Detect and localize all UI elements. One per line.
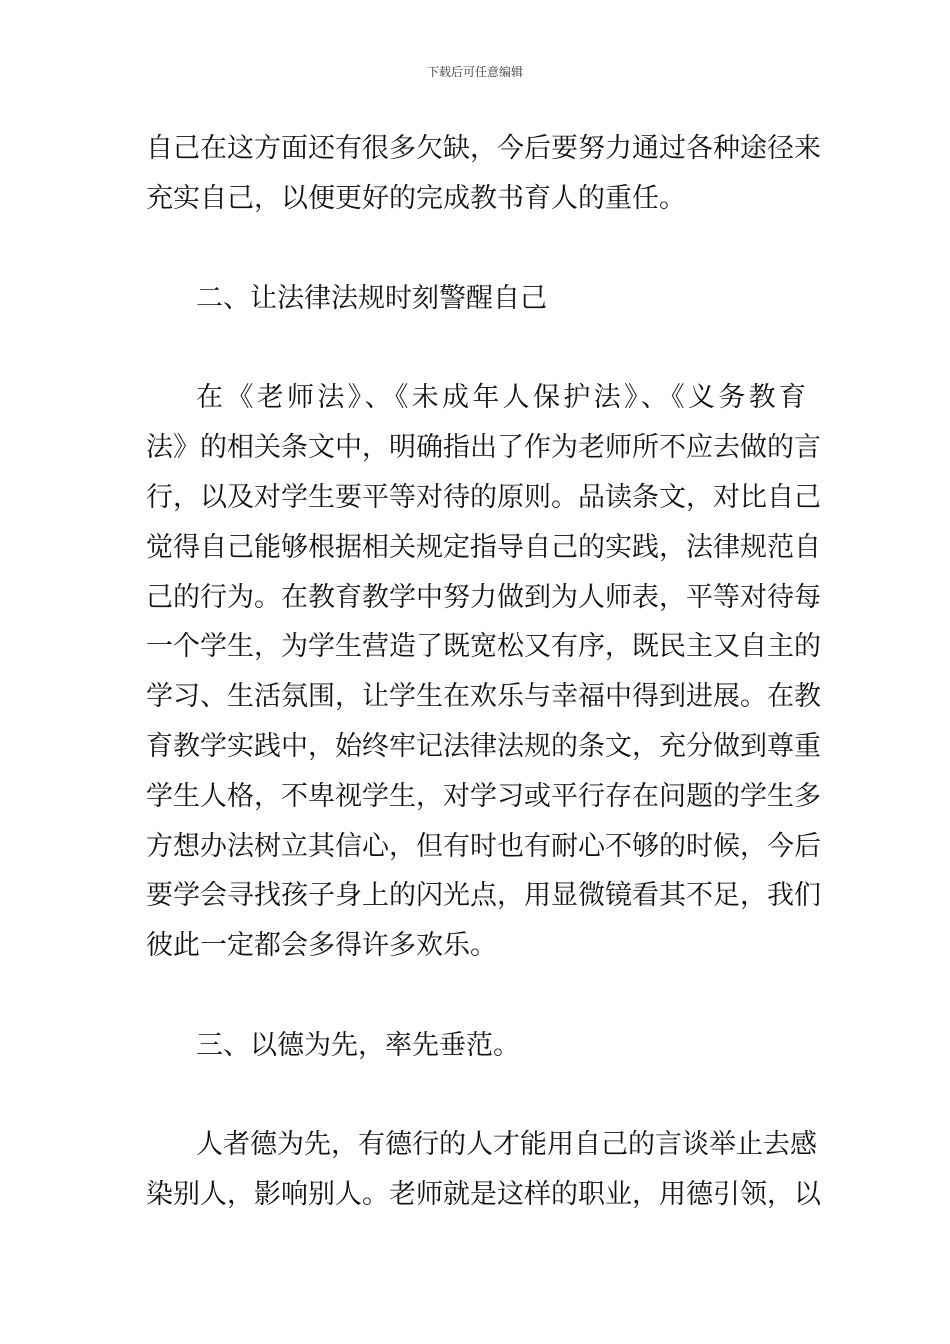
body-line-9: 学习、生活氛围，让学生在欢乐与幸福中得到进展。在教 bbox=[146, 681, 821, 712]
body-line-12: 方想办法树立其信心，但有时也有耐心不够的时候，今后 bbox=[146, 831, 821, 862]
body-line-3: 在《老师法》、《未成年人保护法》、《义务教育 bbox=[196, 382, 806, 413]
section-heading-3: 三、以德为先，率先垂范。 bbox=[196, 1030, 520, 1061]
body-line-13: 要学会寻找孩子身上的闪光点，用显微镜看其不足，我们 bbox=[146, 880, 821, 911]
body-line-2: 充实自己，以便更好的完成教书育人的重任。 bbox=[146, 183, 686, 214]
body-line-8: 一个学生，为学生营造了既宽松又有序，既民主又自主的 bbox=[146, 631, 821, 662]
body-line-1: 自己在这方面还有很多欠缺，今后要努力通过各种途径来 bbox=[146, 133, 821, 164]
body-line-14: 彼此一定都会多得许多欢乐。 bbox=[146, 930, 497, 961]
section-heading-2: 二、让法律法规时刻警醒自己 bbox=[196, 283, 547, 314]
page-header: 下载后可任意编辑 bbox=[426, 65, 523, 79]
body-line-4: 法》的相关条文中，明确指出了作为老师所不应去做的言 bbox=[146, 432, 821, 463]
body-line-6: 觉得自己能够根据相关规定指导自己的实践，法律规范自 bbox=[146, 532, 821, 563]
body-line-10: 育教学实践中，始终牢记法律法规的条文，充分做到尊重 bbox=[146, 731, 821, 762]
body-line-16: 染别人，影响别人。老师就是这样的职业，用德引领，以 bbox=[146, 1179, 821, 1210]
body-line-7: 己的行为。在教育教学中努力做到为人师表，平等对待每 bbox=[146, 582, 821, 613]
body-line-11: 学生人格，不卑视学生，对学习或平行存在问题的学生多 bbox=[146, 781, 821, 812]
body-line-5: 行，以及对学生要平等对待的原则。品读条文，对比自己 bbox=[146, 482, 821, 513]
body-line-15: 人者德为先，有德行的人才能用自己的言谈举止去感 bbox=[196, 1129, 817, 1160]
